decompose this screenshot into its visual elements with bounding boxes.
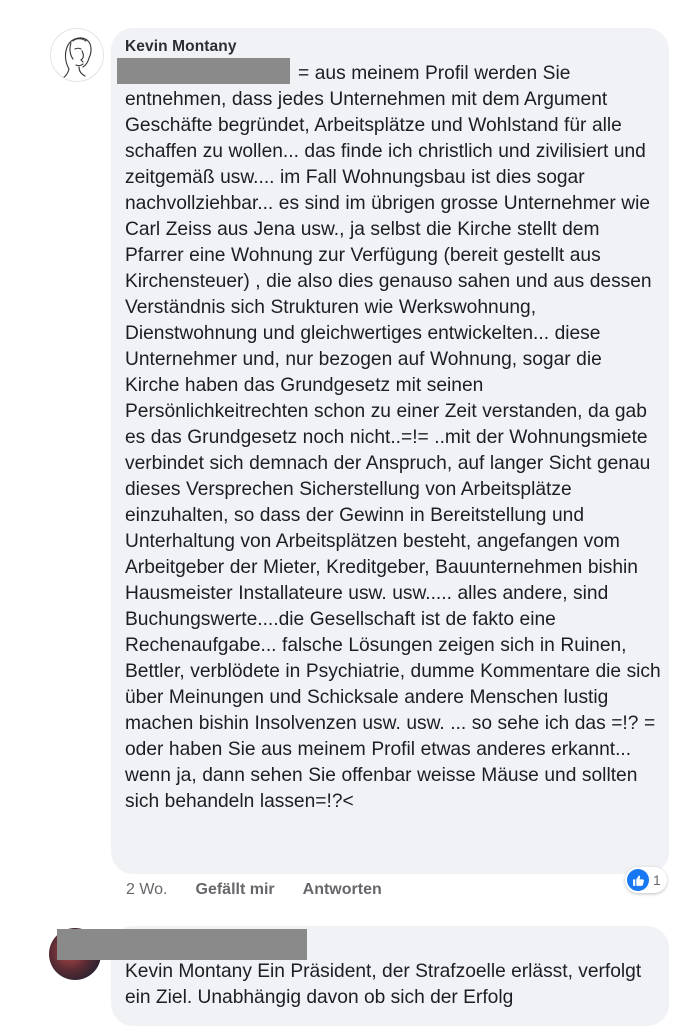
comment-bubble bbox=[111, 28, 669, 874]
comment-actions bbox=[126, 880, 410, 900]
reaction-count: 1 bbox=[653, 872, 661, 888]
comment-text: = aus meinem Profil werden Sie entnehmen, dass jedes Unternehmen mit dem Argument Geschäfte begründet, Arbeitsplätze und Wohlstand für alle schaffen zu wollen... das finde ich christlich und zivilisiert und zeitgemäß usw.... im Fall Wohnungsbau ist dies sogar nachvollziehbar... es sind im übrigen grosse Unternehmer wie Carl Zeiss aus Jena usw., ja selbst die Kirche stellt dem Pfarrer eine Wohnung zur Verfügung (bereit gestellt aus Kirchensteuer) , die also dies genauso sahen und aus dessen Verständnis sich Strukturen wie Werkswohnung, Dienstwohnung und gleichwertiges entwickelten... diese Unternehmer und, nur bezogen auf Wohnung, sogar die Kirche haben das Grundgesetz mit seinen Persönlichkeitrechten schon zu einer Zeit verstanden, da gab es das Grundgesetz noch nicht..=!= ..mit der Wohnungsmiete verbindet sich demnach der Anspruch, auf langer Sicht genau dieses Versprechen Sicherstellung von Arbeitsplätze einzuhalten, so dass der Gewinn in Bereitstellung und Unterhaltung von Arbeitsplätzen besteht, angefangen vom Arbeitgeber der Mieter, Kreditgeber, Bauunternehmen bishin Hausmeister Installateure usw. usw..... alles andere, sind Buchungswerte....die Gesellschaft ist de fakto eine Rechenaufgabe... falsche Lösungen zeigen sich in Ruinen, Bettler, verblödete in Psychiatrie, dumme Kommentare die sich über Meinungen und Schicksale andere Menschen lustig machen bishin Insolvenzen usw. usw. ... so sehe ich das =!? = oder haben Sie aus meinem Profil etwas anderes erkannt... wenn ja, dann sehen Sie offenbar weisse Mäuse und sollten sich behandeln lassen=!?< bbox=[125, 63, 661, 812]
reaction-badge[interactable] bbox=[625, 867, 667, 893]
comment-timestamp[interactable]: 2 Wo. bbox=[126, 881, 168, 898]
redacted-author bbox=[57, 929, 307, 960]
comment-text-2: Kevin Montany Ein Präsident, der Strafzoelle erlässt, verfolgt ein Ziel. Unabhängig davon ob sich der Erfolg bbox=[125, 961, 642, 1008]
like-button[interactable]: Gefällt mir bbox=[195, 881, 275, 898]
thumbs-up-icon bbox=[627, 869, 649, 891]
profile-sketch-avatar bbox=[51, 29, 103, 81]
comment-author[interactable]: Kevin Montany bbox=[125, 38, 237, 55]
reply-button[interactable]: Antworten bbox=[302, 881, 382, 898]
avatar[interactable] bbox=[50, 28, 104, 82]
